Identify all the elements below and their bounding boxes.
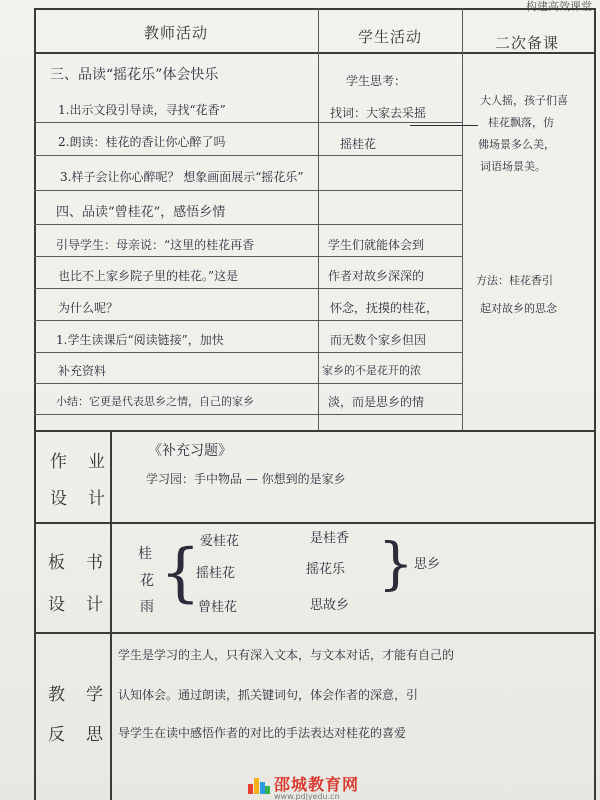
reflection-label-1: 教 学 [48,685,105,705]
board-mid-item: 曾桂花 [198,600,238,615]
teacher-line: 引导学生：母亲说：“这里的桂花再香 [56,238,255,252]
col-divider-1 [318,8,319,430]
student-line: 学生们就能体会到 [328,238,425,252]
board-left-char: 雨 [140,599,154,615]
teacher-line: 2.朗读：桂花的香让你心醉了吗 [58,135,226,149]
board-mid-item: 摇桂花 [196,566,236,581]
student-line: 学生思考： [346,74,407,88]
reflection-line: 学生是学习的主人，只有深入文本，与文本对话，才能有自己的 [118,648,455,662]
header-student: 学生活动 [357,28,422,46]
student-line: 淡，而是思乡的情 [328,395,425,409]
homework-top-border [34,430,594,432]
board-right-item: 摇花乐 [306,562,346,577]
watermark-logo-icon [248,774,270,794]
homework-line-1: 《补充习题》 [148,443,232,459]
rule-line [34,288,462,289]
student-line: 作者对故乡深深的 [328,269,425,283]
col-divider-2 [462,8,463,430]
rule-line [34,190,462,191]
board-top-border [34,522,594,524]
homework-label-1: 作 业 [50,452,107,472]
prep-line: 方法：桂花香引 [476,274,553,287]
label-col-divider [110,430,112,800]
board-left-char: 桂 [138,546,152,562]
board-label-1: 板 书 [48,553,105,573]
teacher-line: 三、品读“摇花乐”体会快乐 [50,67,219,83]
board-right-item: 思故乡 [310,598,350,613]
teacher-line: 也比不上家乡院子里的桂花。”这是 [58,269,239,283]
annotation-arrow [410,125,478,126]
board-right-brace: } [378,532,414,597]
site-watermark [248,772,360,800]
rule-line [34,122,462,123]
board-end: 思乡 [414,557,441,572]
rule-line [34,224,462,225]
reflection-line: 认知体会。通过朗读，抓关键词句，体会作者的深意，引 [118,688,419,702]
board-left-brace: { [160,536,201,610]
homework-label-2: 设 计 [50,489,107,509]
rule-line [34,155,462,156]
logo-bar [254,778,259,794]
teacher-line: 四、品读“曾桂花”，感悟乡情 [56,205,226,220]
rule-line [34,256,462,257]
student-line: 家乡的不是花开的浓 [322,364,421,377]
rule-line [34,320,462,321]
teacher-line: 补充资料 [58,364,107,378]
reflection-label-2: 反 思 [48,725,105,745]
reflection-top-border [34,632,594,634]
student-line: 怀念，抚摸的桂花， [330,301,439,315]
board-left-char: 花 [140,573,154,589]
header-prep: 二次备课 [494,34,559,52]
prep-line: 起对故乡的思念 [480,302,557,315]
prep-line: 桂花飘落，仿 [488,116,554,129]
teacher-line: 3.样子会让你心醉呢？ 想象画面展示“摇花乐” [60,170,304,184]
student-line: 找词：大家去采摇 [330,106,427,120]
teacher-line: 1.学生读课后“阅读链接”，加快 [56,333,224,347]
logo-bar [265,786,270,794]
teacher-line: 为什么呢？ [58,301,119,315]
board-right-item: 是桂香 [310,531,350,546]
prep-line: 大人摇，孩子们喜 [480,94,568,107]
teacher-line: 1.出示文段引导读，寻找“花香” [58,103,226,117]
teacher-line: 小结：它更是代表思乡之情，自己的家乡 [56,395,254,408]
homework-line-2: 学习园：手中物品 — 你想到的是家乡 [146,472,346,486]
board-mid-item: 爱桂花 [200,534,240,549]
rule-line [34,414,462,415]
prep-line: 佛场景多么美， [478,138,555,151]
reflection-line: 导学生在读中感悟作者的对比的手法表达对桂花的喜爱 [118,726,407,740]
watermark-url: www.pdjyedu.cn [274,792,340,800]
board-label-2: 设 计 [48,595,105,615]
student-line: 而无数个家乡但因 [330,333,427,347]
rule-line [34,352,462,353]
rule-line [34,383,462,384]
header-teacher: 教师活动 [143,24,208,42]
page-header: 构建高效课堂 [526,0,592,13]
watermark-text: 邵城教育网 [274,775,360,794]
prep-line: 词语场景美。 [480,160,546,173]
logo-bar [248,784,253,794]
student-line: 摇桂花 [340,137,377,151]
